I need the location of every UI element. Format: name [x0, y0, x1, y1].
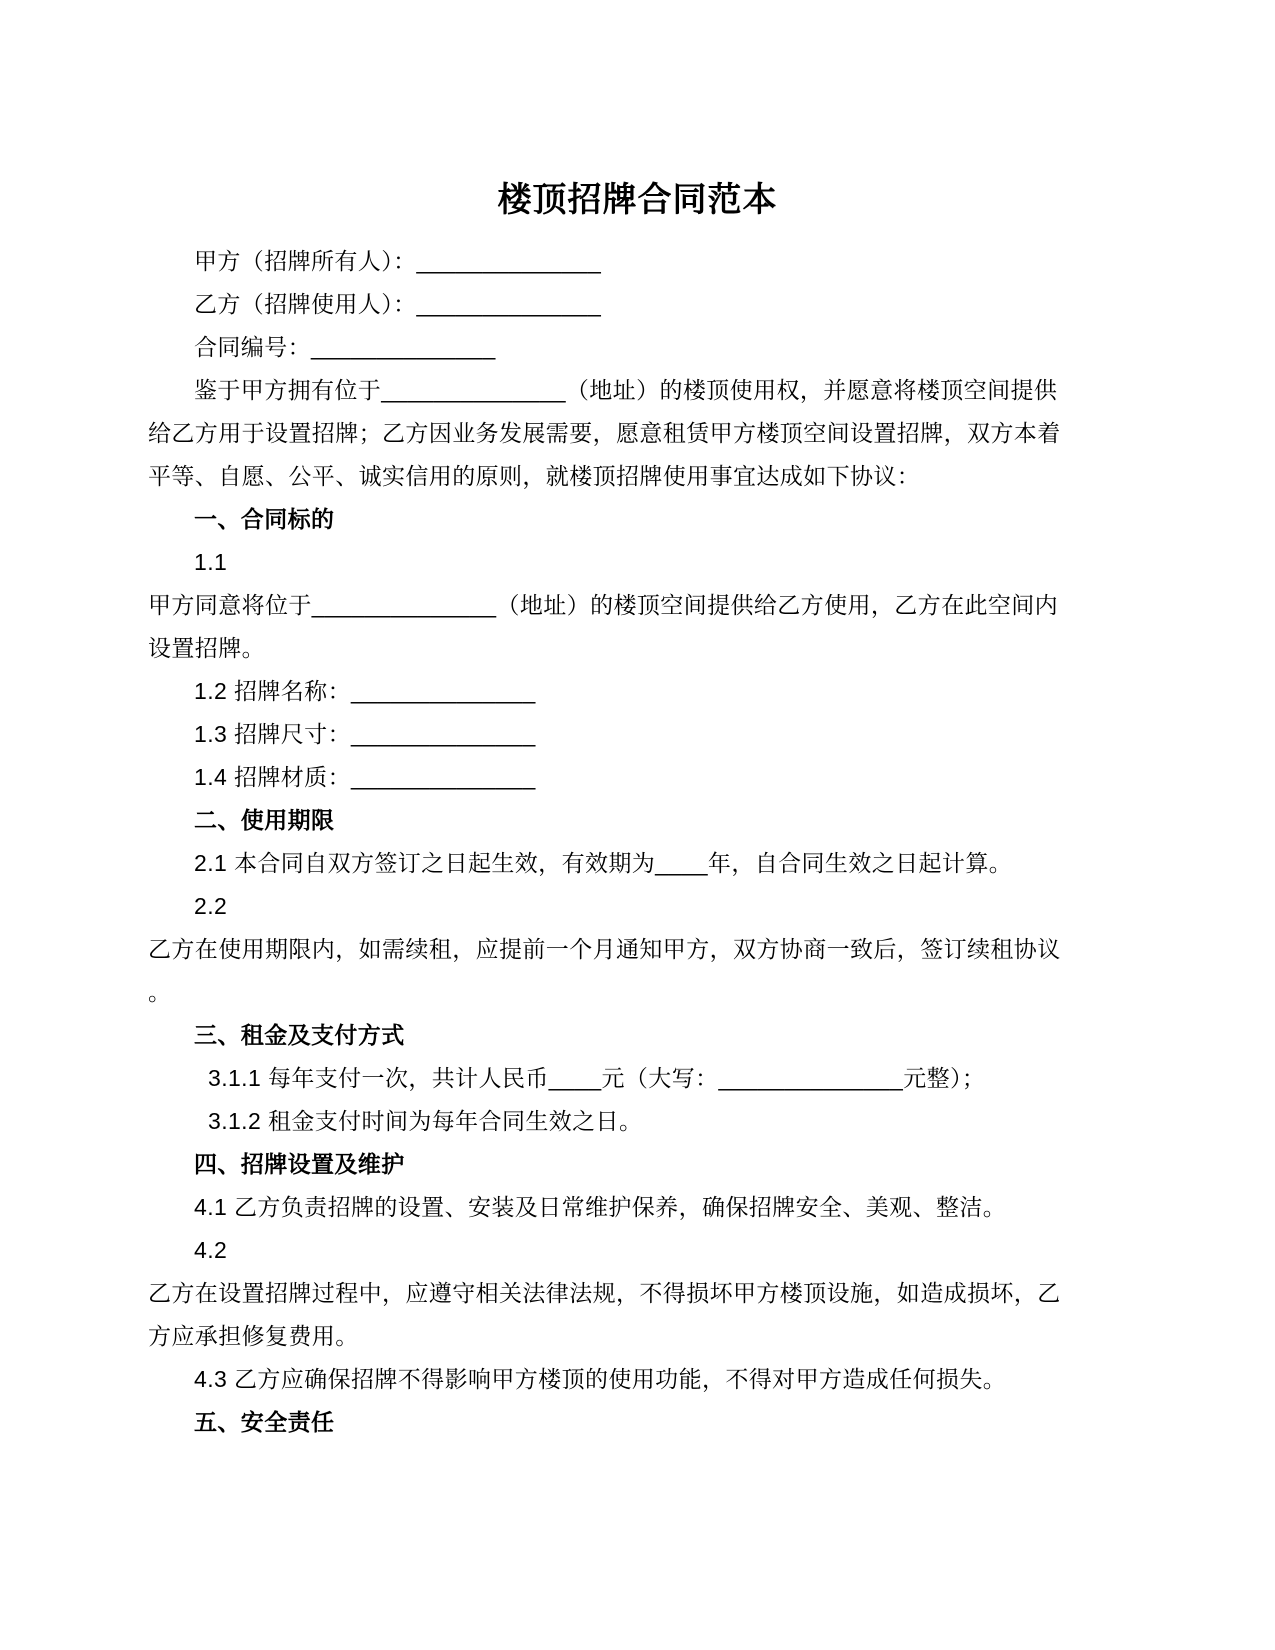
clause-4-2-text-line-1: 乙方在设置招牌过程中，应遵守相关法律法规，不得损坏甲方楼顶设施，如造成损坏，乙 [148, 1280, 1061, 1306]
preamble-line-3: 平等、自愿、公平、诚实信用的原则，就楼顶招牌使用事宜达成如下协议： [148, 463, 921, 489]
document-title: 楼顶招牌合同范本 [497, 181, 778, 219]
section-5-heading: 五、安全责任 [194, 1409, 335, 1435]
clause-1-4-line: 1.4 招牌材质：______________ [194, 764, 536, 790]
contract-number-line: 合同编号：______________ [194, 334, 496, 360]
clause-2-2-number: 2.2 [194, 893, 228, 919]
preamble-line-1: 鉴于甲方拥有位于______________（地址）的楼顶使用权，并愿意将楼顶空间提供 [194, 377, 1058, 403]
clause-2-1-line: 2.1 本合同自双方签订之日起生效，有效期为____年，自合同生效之日起计算。 [194, 850, 1013, 876]
clause-2-2-text-line: 乙方在使用期限内，如需续租，应提前一个月通知甲方，双方协商一致后，签订续租协议 [148, 936, 1061, 962]
clause-4-3-line: 4.3 乙方应确保招牌不得影响甲方楼顶的使用功能，不得对甲方造成任何损失。 [194, 1366, 1007, 1392]
clause-1-2-line: 1.2 招牌名称：______________ [194, 678, 536, 704]
section-2-heading: 二、使用期限 [194, 807, 335, 833]
clause-1-3-line: 1.3 招牌尺寸：______________ [194, 721, 536, 747]
section-1-heading: 一、合同标的 [194, 506, 335, 532]
section-3-heading: 三、租金及支付方式 [194, 1022, 405, 1048]
party-b-line: 乙方（招牌使用人）：______________ [194, 291, 602, 317]
clause-4-1-line: 4.1 乙方负责招牌的设置、安装及日常维护保养，确保招牌安全、美观、整洁。 [194, 1194, 1007, 1220]
document-body [148, 240, 1128, 1444]
clause-4-2-number: 4.2 [194, 1237, 228, 1263]
clause-4-2-text-line-2: 方应承担修复费用。 [148, 1323, 359, 1349]
clause-3-1-2-line: 3.1.2 租金支付时间为每年合同生效之日。 [208, 1108, 643, 1134]
section-4-heading: 四、招牌设置及维护 [194, 1151, 405, 1177]
clause-3-1-1-line: 3.1.1 每年支付一次，共计人民币____元（大写：______________元整）； [208, 1065, 986, 1091]
party-a-line: 甲方（招牌所有人）：______________ [194, 248, 602, 274]
clause-1-1-number: 1.1 [194, 549, 228, 575]
clause-2-2-period-line: 。 [148, 979, 172, 1005]
preamble-line-2: 给乙方用于设置招牌；乙方因业务发展需要，愿意租赁甲方楼顶空间设置招牌，双方本着 [148, 420, 1061, 446]
clause-1-1-text-line-2: 设置招牌。 [148, 635, 265, 661]
clause-1-1-text-line-1: 甲方同意将位于______________（地址）的楼顶空间提供给乙方使用，乙方在此空间内 [148, 592, 1059, 618]
